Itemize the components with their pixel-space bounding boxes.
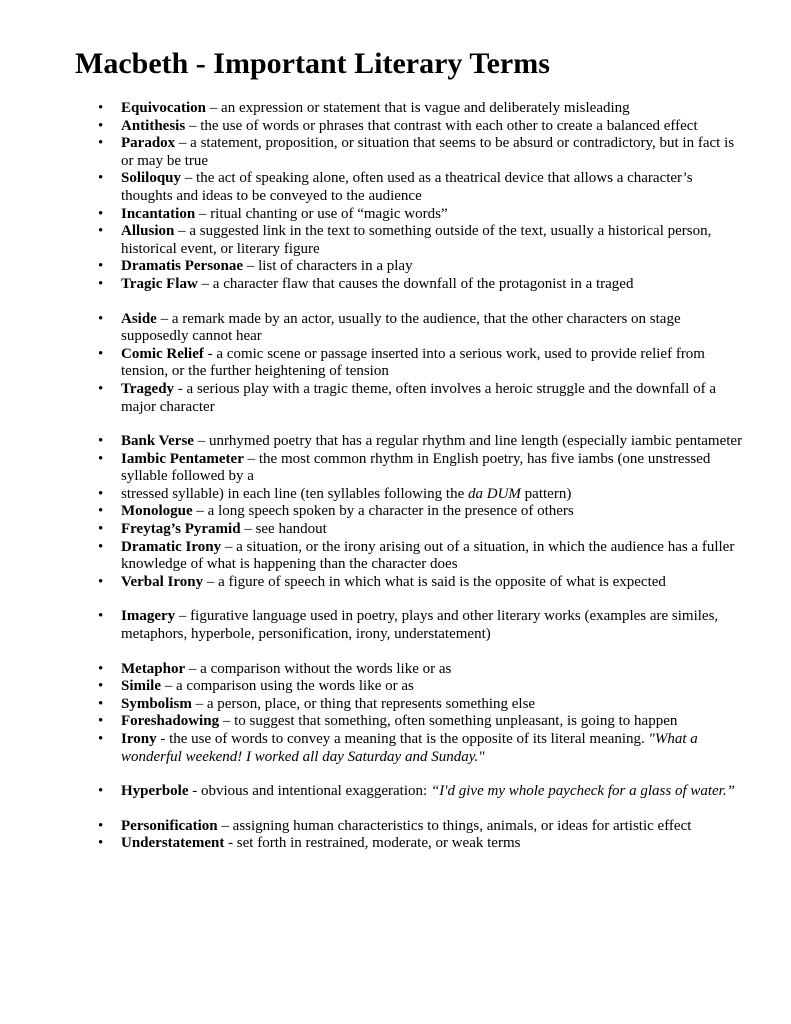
term-item [0,835,791,853]
term-item [0,258,791,276]
term-definition: – a figure of speech in which what is said is the opposite of what is expected [203,573,666,590]
term-item [0,661,791,679]
bullet-icon: • [98,117,104,134]
term-item [0,713,791,731]
bullet-icon: • [98,608,104,625]
term-item [0,135,791,170]
bullet-icon: • [98,450,104,467]
bullet-icon: • [98,170,104,187]
term-name: Hyperbole [121,783,189,800]
term-definition: – a long speech spoken by a character in the presence of others [192,503,574,520]
term-name: Verbal Irony [121,573,204,590]
term-definition: – a character flaw that causes the downfall of the protagonist in a traged [197,275,634,292]
bullet-icon: • [98,380,104,397]
term-item [0,608,791,643]
term-definition: stressed syllable) in each line (ten syllables following the [121,485,468,502]
term-definition: – a remark made by an actor, usually to the audience, that the other characters on stage supposedly cannot hear [121,310,681,345]
term-name: Foreshadowing [121,713,220,730]
term-definition: – the most common rhythm in English poetry, has five iambs (one unstressed syllable followed by a [121,450,711,485]
term-name: Understatement [121,835,225,852]
bullet-icon: • [98,713,104,730]
term-definition: – a comparison without the words like or as [185,660,452,677]
page-title: Macbeth - Important Literary Terms [75,47,550,80]
term-item [0,451,791,486]
term-definition: - the use of words to convey a meaning that is the opposite of its literal meaning. [156,731,649,747]
term-definition: – unrhymed poetry that has a regular rhythm and line length (especially iambic pentameter [193,433,743,450]
term-name: Simile [121,678,161,695]
term-item [0,346,791,381]
term-item [0,731,791,766]
term-name: Iambic Pentameter [121,450,244,467]
term-definition: – to suggest that something, often something unpleasant, is going to happen [219,713,678,730]
bullet-icon: • [98,695,104,712]
term-definition: – ritual chanting or use of “magic words” [195,205,448,222]
term-definition: – see handout [240,521,327,538]
bullet-icon: • [98,275,104,292]
term-name: Antithesis [121,117,186,134]
term-item [0,783,791,801]
literary-terms-list [0,100,791,870]
term-item [0,503,791,521]
term-name: Aside [121,310,157,327]
bullet-icon: • [98,678,104,695]
term-name: Imagery [121,608,176,625]
bullet-icon: • [98,310,104,327]
term-name: Soliloquy [121,170,182,187]
term-name: Bank Verse [121,433,194,450]
bullet-icon: • [98,817,104,834]
term-definition: – a statement, proposition, or situation that seems to be absurd or contradictory, but in fact is or may be true [121,135,735,169]
term-name: Tragedy [121,380,175,397]
term-name: Dramatis Personae [121,258,244,275]
term-definition: – the use of words or phrases that contrast with each other to create a balanced effect [185,117,698,134]
bullet-icon: • [98,660,104,677]
term-name: Symbolism [121,695,192,712]
term-name: Personification [121,817,218,834]
bullet-icon: • [98,503,104,520]
term-definition: – a person, place, or thing that represents something else [191,695,536,712]
bullet-icon: • [98,100,104,116]
term-definition: – figurative language used in poetry, plays and other literary works (examples are similes, metaphors, hyperbole, personification, irony, understatement) [121,608,719,643]
term-definition: - set forth in restrained, moderate, or weak terms [224,835,521,852]
term-example: “I'd give my whole paycheck for a glass of water.” [430,783,735,800]
bullet-icon: • [98,835,104,852]
term-item [0,696,791,714]
term-item [0,206,791,224]
term-example: da DUM [468,485,521,502]
bullet-icon: • [98,135,104,152]
term-group [0,100,791,294]
term-definition: – a situation, or the irony arising out of a situation, in which the audience has a fuller knowledge of what is happening than the character does [121,538,735,573]
term-definition-continued: pattern) [520,485,572,502]
bullet-icon: • [98,538,104,555]
term-name: Tragic Flaw [121,275,198,292]
term-definition: – a suggested link in the text to something outside of the text, usually a historical person, historical event, or literary figure [121,223,712,257]
term-name: Paradox [121,135,176,152]
term-item [0,100,791,118]
term-name: Comic Relief [121,345,204,362]
term-item [0,818,791,836]
term-group [0,433,791,591]
term-definition: – assigning human characteristics to things, animals, or ideas for artistic effect [217,817,692,834]
term-name: Equivocation [121,100,207,116]
bullet-icon: • [98,258,104,275]
term-example: "What a wonderful weekend! I worked all day Saturday and Sunday." [121,731,698,765]
term-item [0,678,791,696]
term-item [0,574,791,592]
term-item [0,311,791,346]
term-item [0,170,791,205]
term-item [0,118,791,136]
term-item [0,486,791,504]
term-item [0,381,791,416]
term-item [0,521,791,539]
bullet-icon: • [98,731,104,747]
bullet-icon: • [98,485,104,502]
term-name: Freytag’s Pyramid [121,521,241,538]
term-group [0,311,791,417]
term-definition: - a serious play with a tragic theme, often involves a heroic struggle and the downfall of a major character [121,380,716,415]
term-item [0,276,791,294]
term-definition: – the act of speaking alone, often used as a theatrical device that allows a character’s thoughts and ideas to be conveyed to the audience [121,170,693,204]
term-group [0,818,791,853]
term-definition: – a comparison using the words like or as [161,678,414,695]
term-name: Incantation [121,205,196,222]
term-name: Dramatic Irony [121,538,222,555]
bullet-icon: • [98,433,104,450]
bullet-icon: • [98,573,104,590]
bullet-icon: • [98,205,104,222]
term-definition: - obvious and intentional exaggeration: [188,783,431,800]
bullet-icon: • [98,521,104,538]
term-name: Metaphor [121,660,186,677]
term-name: Monologue [121,503,193,520]
term-name: Irony [121,731,157,747]
term-item [0,433,791,451]
term-group [0,608,791,643]
term-group [0,661,791,767]
bullet-icon: • [98,223,104,240]
term-item [0,223,791,258]
bullet-icon: • [98,345,104,362]
term-definition: – an expression or statement that is vague and deliberately misleading [206,100,630,116]
term-definition: – list of characters in a play [243,258,413,275]
term-group [0,783,791,801]
term-definition: - a comic scene or passage inserted into a serious work, used to provide relief from tension, or the further heightening of tension [121,345,705,380]
bullet-icon: • [98,783,104,800]
term-item [0,539,791,574]
term-name: Allusion [121,223,175,240]
